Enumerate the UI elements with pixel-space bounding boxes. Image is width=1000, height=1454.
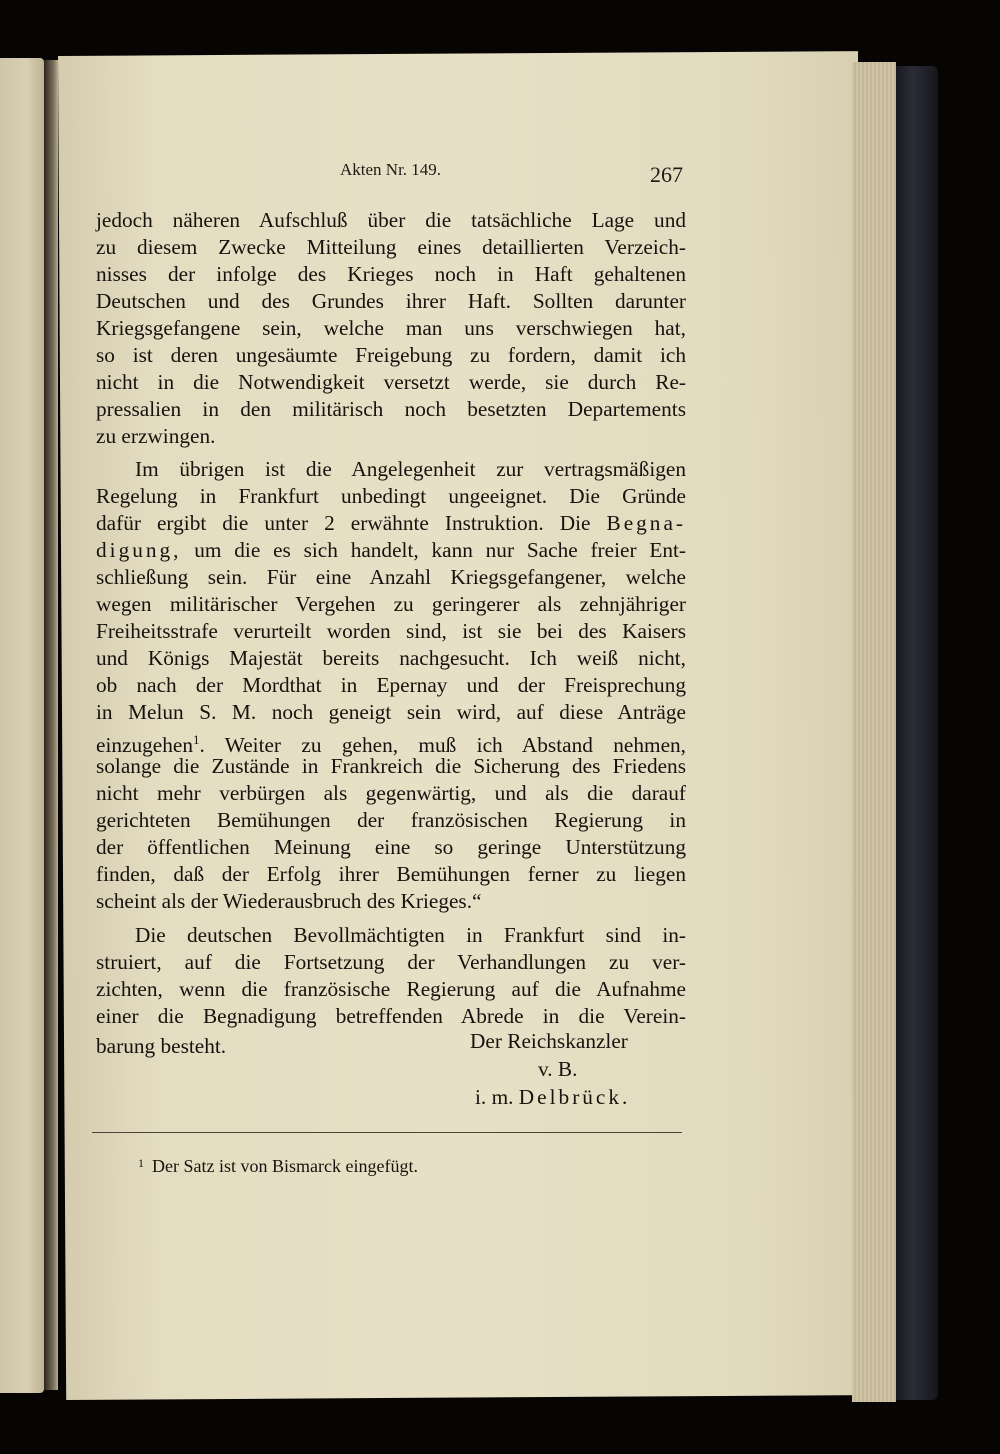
text-line: zu diesem Zwecke Mitteilung eines detaillierten Verzeich- bbox=[96, 235, 686, 259]
text-line bbox=[96, 510, 686, 537]
signature-initials: v. B. bbox=[538, 1057, 578, 1081]
text-line bbox=[96, 726, 686, 757]
text-line: schließung sein. Für eine Anzahl Kriegsgefangener, welche bbox=[96, 565, 686, 589]
text-line: einer die Begnadigung betreffenden Abrede in die Verein- bbox=[96, 1004, 686, 1028]
text-span: dafür ergibt die unter 2 erwähnte Instruktion. Die bbox=[96, 511, 591, 535]
footnote-reference: 1 bbox=[192, 732, 200, 747]
footnote-text: Der Satz ist von Bismarck eingefügt. bbox=[152, 1156, 418, 1176]
text-line: in Melun S. M. noch geneigt sein wird, auf diese Anträge bbox=[96, 700, 686, 724]
text-line: und Königs Majestät bereits nachgesucht. Ich weiß nicht, bbox=[96, 646, 686, 670]
text-line: Kriegsgefangene sein, welche man uns verschwiegen hat, bbox=[96, 316, 686, 340]
page-number: 267 bbox=[650, 162, 683, 187]
text-line: jedoch näheren Aufschluß über die tatsächliche Lage und bbox=[96, 208, 686, 232]
spaced-emphasis: digung, bbox=[96, 538, 182, 562]
footnote bbox=[138, 1156, 418, 1177]
text-line: nicht mehr verbürgen als gegenwärtig, und als die darauf bbox=[96, 781, 686, 805]
text-line: zu erzwingen. bbox=[96, 424, 216, 448]
text-line: Deutschen und des Grundes ihrer Haft. Sollten darunter bbox=[96, 289, 686, 313]
text-line: finden, daß der Erfolg ihrer Bemühungen ferner zu liegen bbox=[96, 862, 686, 886]
text-line: solange die Zustände in Frankreich die Sicherung des Friedens bbox=[96, 754, 686, 778]
text-line: Die deutschen Bevollmächtigten in Frankfurt sind in- bbox=[135, 923, 686, 947]
text-line: wegen militärischer Vergehen zu geringerer als zehnjähriger bbox=[96, 592, 686, 616]
text-line: Im übrigen ist die Angelegenheit zur vertragsmäßigen bbox=[135, 457, 686, 481]
footnote-number: 1 bbox=[138, 1156, 144, 1170]
page-stack-edge bbox=[852, 62, 896, 1402]
text-line: pressalien in den militärisch noch besetzten Departements bbox=[96, 397, 686, 421]
signature-title: Der Reichskanzler bbox=[470, 1029, 628, 1053]
book-gutter bbox=[44, 60, 58, 1390]
signature-name: Delbrück. bbox=[518, 1085, 631, 1109]
facing-page-edge bbox=[0, 58, 44, 1393]
signature-prefix: i. m. bbox=[475, 1085, 514, 1109]
running-head: Akten Nr. 149. bbox=[340, 160, 442, 179]
text-line: barung besteht. bbox=[96, 1034, 227, 1058]
book-cover bbox=[896, 66, 938, 1400]
text-line: zichten, wenn die französische Regierung auf die Aufnahme bbox=[96, 977, 686, 1001]
text-line: scheint als der Wiederausbruch des Krieges.“ bbox=[96, 889, 482, 913]
text-line: nisses der infolge des Krieges noch in Haft gehaltenen bbox=[96, 262, 686, 286]
text-line: Freiheitsstrafe verurteilt worden sind, ist sie bei des Kaisers bbox=[96, 619, 686, 643]
text-line: der öffentlichen Meinung eine so geringe Unterstützung bbox=[96, 835, 686, 859]
text-span: um die es sich handelt, kann nur Sache freier Ent- bbox=[194, 538, 687, 562]
text-span: . Weiter zu gehen, muß ich Abstand nehmen, bbox=[199, 733, 686, 757]
spaced-emphasis: Begna- bbox=[606, 511, 686, 535]
text-line bbox=[96, 537, 686, 564]
footnote-rule bbox=[92, 1132, 682, 1133]
signature-line bbox=[475, 1084, 630, 1111]
text-line: so ist deren ungesäumte Freigebung zu fordern, damit ich bbox=[96, 343, 686, 367]
text-line: nicht in die Notwendigkeit versetzt werde, sie durch Re- bbox=[96, 370, 686, 394]
text-line: gerichteten Bemühungen der französischen Regierung in bbox=[96, 808, 686, 832]
text-line: struiert, auf die Fortsetzung der Verhandlungen zu ver- bbox=[96, 950, 686, 974]
text-line: ob nach der Mordthat in Epernay und der Freisprechung bbox=[96, 673, 686, 697]
text-span: einzugehen bbox=[96, 733, 193, 757]
text-line: Regelung in Frankfurt unbedingt ungeeignet. Die Gründe bbox=[96, 484, 686, 508]
